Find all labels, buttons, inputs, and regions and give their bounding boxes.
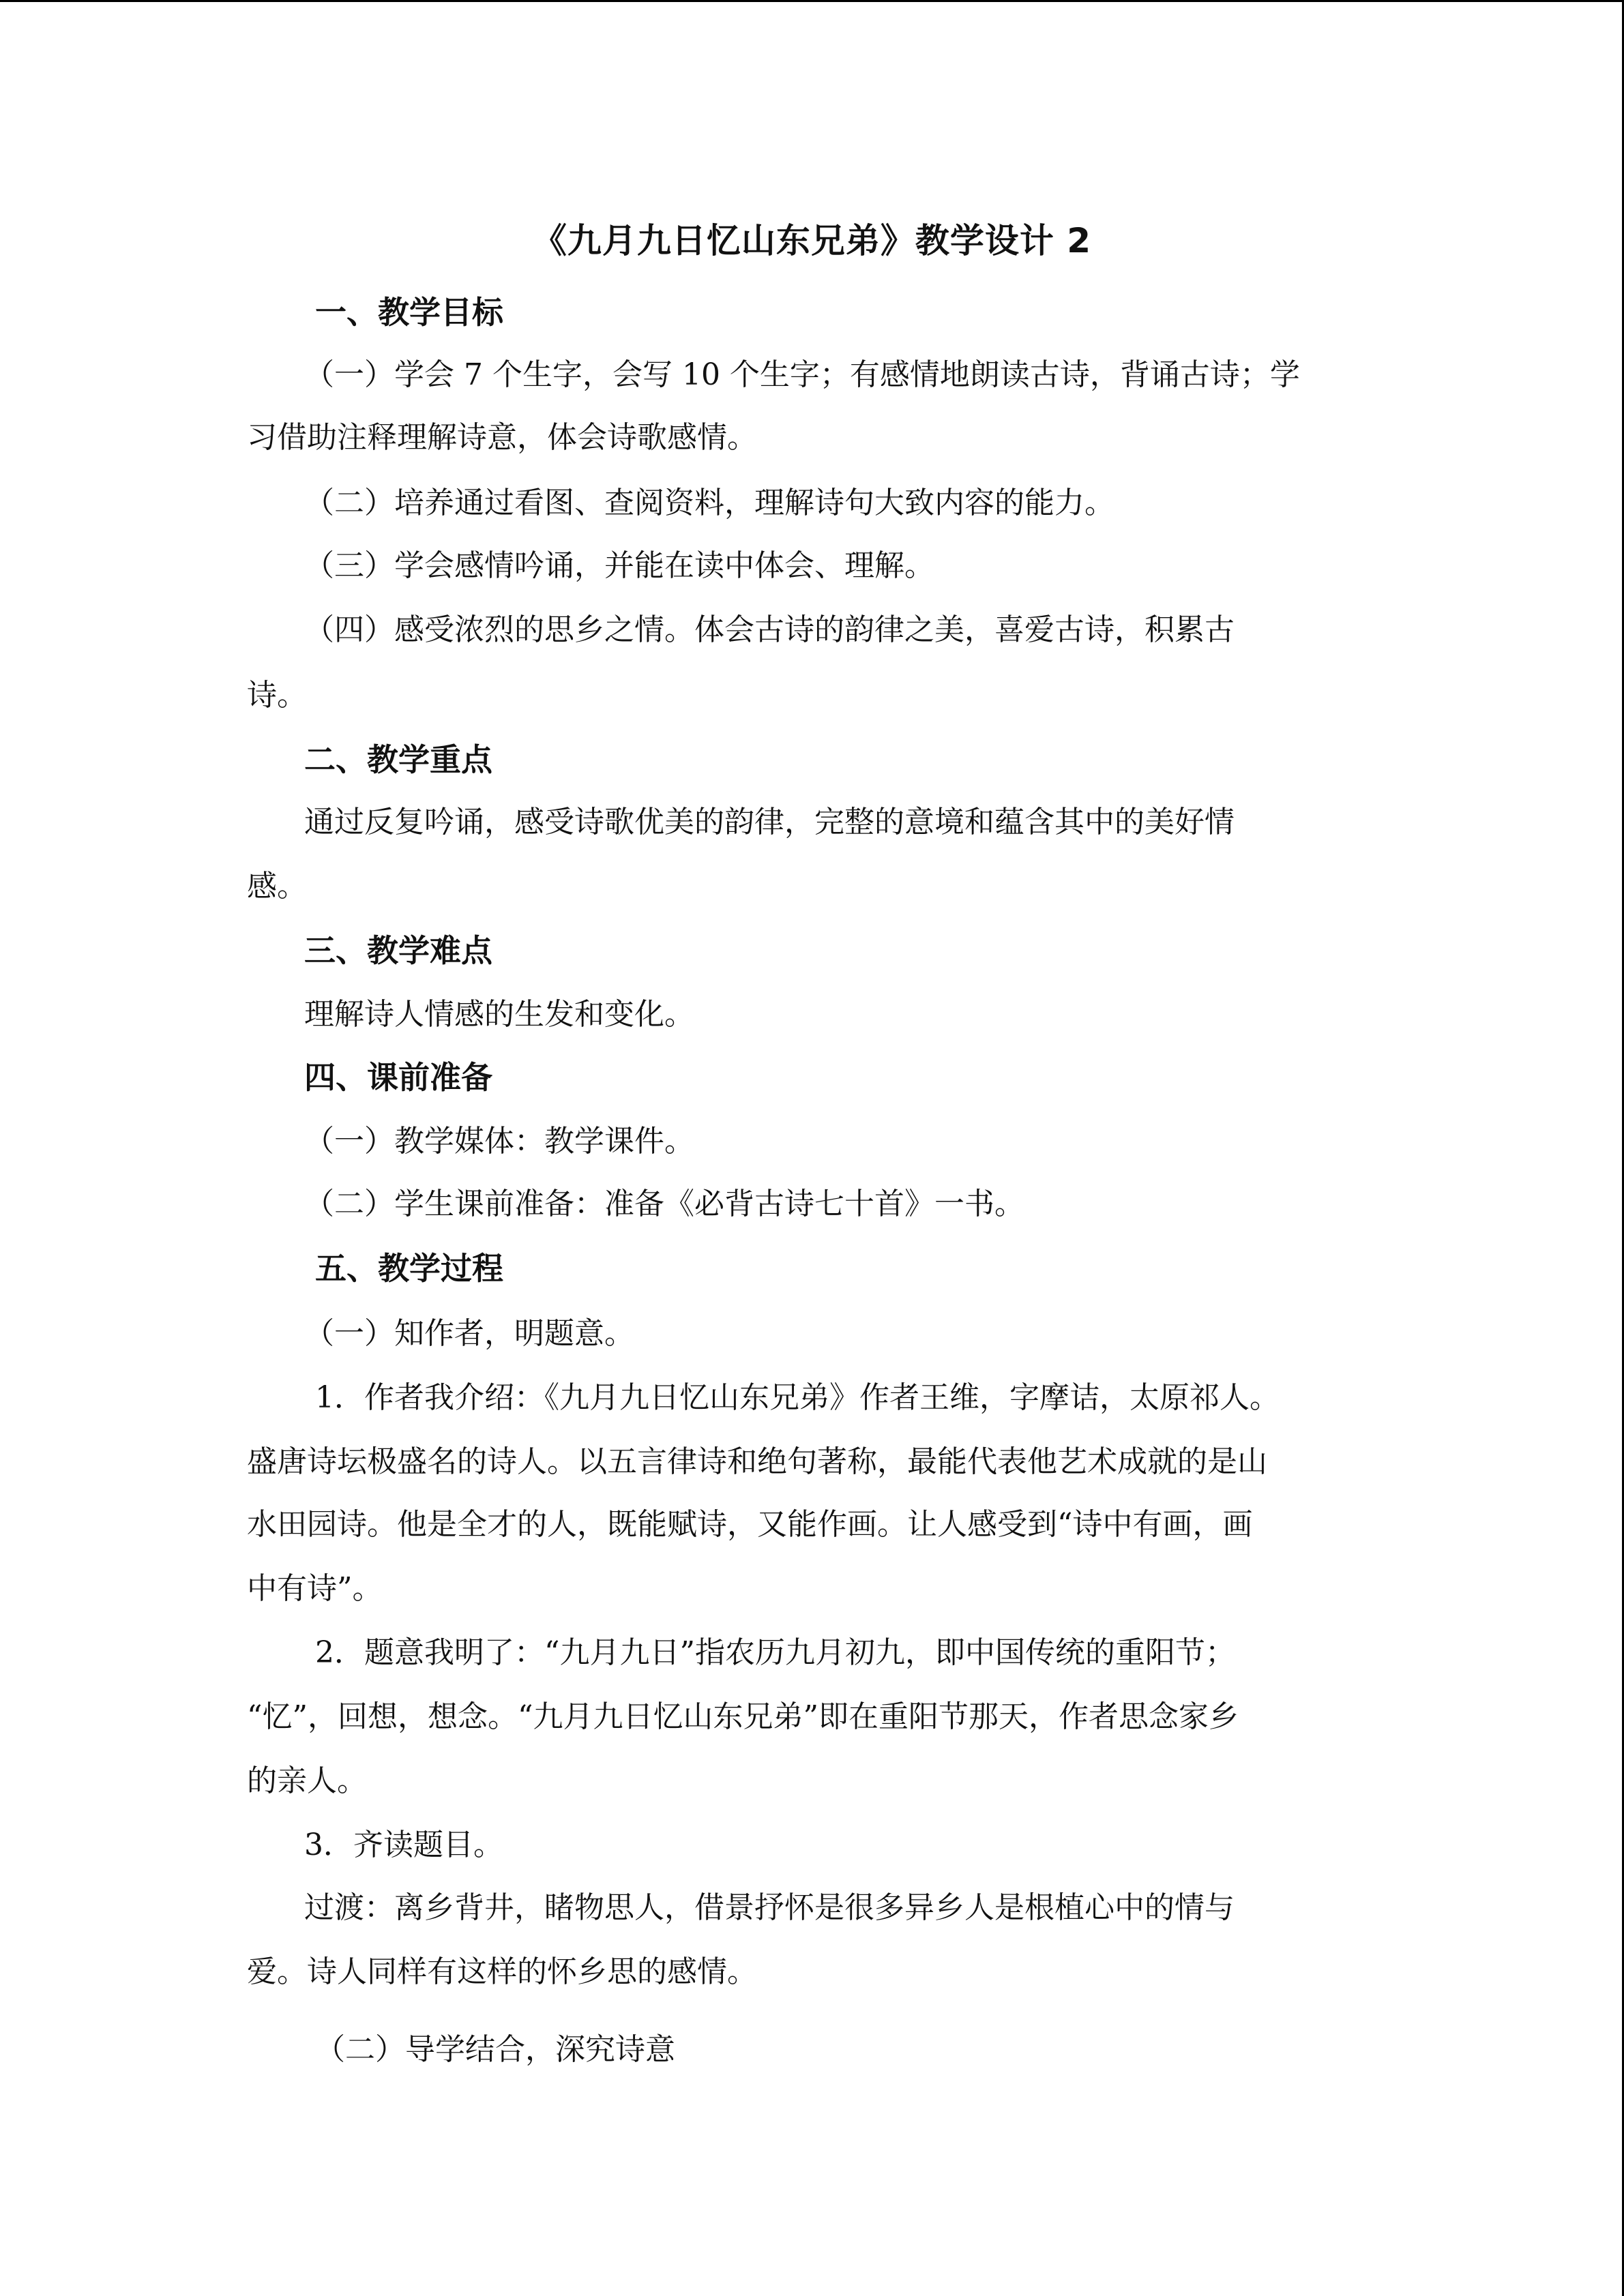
title-meaning-line-2: “忆”，回想，想念。“九月九日忆山东兄弟”即在重阳节那天，作者思念家乡 (247, 1699, 1239, 1734)
author-intro-line-3: 水田园诗。他是全才的人，既能赋诗，又能作画。让人感受到“诗中有画，画 (247, 1507, 1253, 1542)
goal-3: （三）学会感情吟诵，并能在读中体会、理解。 (304, 548, 934, 583)
goal-2: （二）培养通过看图、查阅资料，理解诗句大致内容的能力。 (304, 486, 1114, 520)
heading-teaching-goals: 一、教学目标 (315, 294, 503, 331)
author-intro-line-4: 中有诗”。 (247, 1571, 383, 1606)
heading-difficulties: 三、教学难点 (304, 932, 492, 969)
author-intro-line-2: 盛唐诗坛极盛名的诗人。以五言律诗和绝句著称，最能代表他艺术成就的是山 (247, 1444, 1267, 1479)
key-points-line-1: 通过反复吟诵，感受诗歌优美的韵律，完整的意境和蕴含其中的美好情 (304, 805, 1235, 839)
goal-1-line-1: （一）学会 7 个生字，会写 10 个生字；有感情地朗读古诗，背诵古诗；学 (304, 357, 1300, 392)
key-points-line-2: 感。 (247, 869, 307, 904)
title-meaning-line-3: 的亲人。 (247, 1763, 367, 1798)
heading-preparation: 四、课前准备 (304, 1059, 492, 1096)
goal-4-line-2: 诗。 (247, 678, 307, 713)
title-meaning-line-1: 2．题意我明了：“九月九日”指农历九月初九，即中国传统的重阳节； (315, 1635, 1235, 1670)
page-top-border (0, 0, 1624, 2)
process-step-2: （二）导学结合，深究诗意 (315, 2032, 675, 2067)
transition-line-1: 过渡：离乡背井，睹物思人，借景抒怀是很多异乡人是根植心中的情与 (304, 1890, 1235, 1925)
heading-key-points: 二、教学重点 (304, 741, 492, 778)
goal-1-line-2: 习借助注释理解诗意，体会诗歌感情。 (247, 420, 757, 455)
author-intro-line-1: 1．作者我介绍：《九月九日忆山东兄弟》作者王维，字摩诘，太原祁人。 (315, 1380, 1280, 1415)
difficulties-text: 理解诗人情感的生发和变化。 (304, 997, 694, 1032)
process-step-1: （一）知作者，明题意。 (304, 1316, 634, 1351)
transition-line-2: 爱。诗人同样有这样的怀乡思的感情。 (247, 1954, 757, 1989)
preparation-2: （二）学生课前准备：准备《必背古诗七十首》一书。 (304, 1187, 1024, 1221)
goal-4-line-1: （四）感受浓烈的思乡之情。体会古诗的韵律之美，喜爱古诗，积累古 (304, 612, 1235, 647)
read-title-step: 3．齐读题目。 (304, 1828, 503, 1862)
document-title: 《九月九日忆山东兄弟》教学设计 2 (532, 221, 1092, 260)
preparation-1: （一）教学媒体：教学课件。 (304, 1124, 694, 1159)
heading-process: 五、教学过程 (315, 1250, 503, 1287)
